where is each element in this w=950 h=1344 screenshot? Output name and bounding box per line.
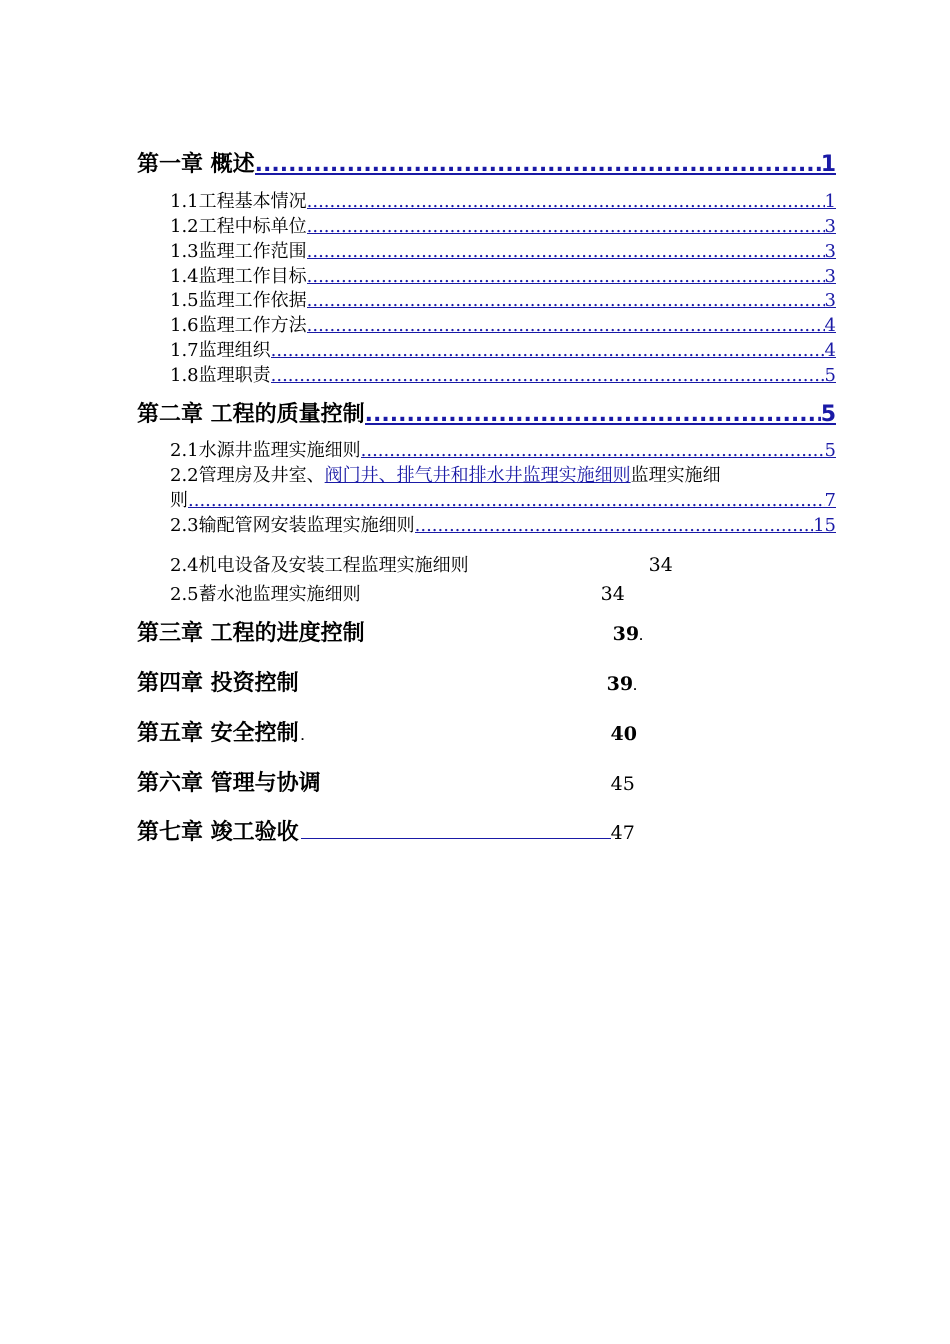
- dot-leader: [255, 152, 821, 177]
- toc-entry-label: 1.1工程基本情况: [170, 191, 307, 212]
- toc-entry-1-6[interactable]: [170, 311, 836, 337]
- toc-entry-label: 第四章 投资控制: [137, 671, 299, 696]
- toc-entry-label: 第一章 概述: [137, 152, 255, 177]
- toc-entry-link[interactable]: 阀门井、排气井和排水井监理实施细则: [324, 465, 631, 486]
- dot-leader: [307, 191, 825, 212]
- toc-entry-label: 第五章 安全控制: [137, 721, 299, 746]
- toc-entry-label: 1.8监理职责: [170, 365, 271, 386]
- toc-entry-label: 2.5蓄水池监理实施细则: [170, 584, 361, 605]
- dot-leader: [307, 315, 825, 336]
- page-number: 40: [610, 723, 637, 745]
- toc-entry-label: 1.5监理工作依据: [170, 290, 307, 311]
- dot-leader: [188, 490, 825, 511]
- dot-leader: [307, 241, 825, 262]
- trailing-dot: .: [300, 732, 305, 743]
- page-number: 1: [824, 191, 836, 212]
- toc-entry-2-2[interactable]: [170, 461, 836, 512]
- dot-leader: [301, 829, 611, 839]
- trailing-dot: .: [639, 632, 643, 643]
- page-number: 5: [820, 402, 836, 427]
- dot-leader: [375, 590, 601, 600]
- toc-entry-1-3[interactable]: [170, 237, 836, 263]
- toc-entry-chapter-1[interactable]: [137, 147, 836, 178]
- dot-leader: [271, 365, 825, 386]
- toc-entry-label: 1.4监理工作目标: [170, 266, 307, 287]
- toc-entry-label: 1.7监理组织: [170, 340, 271, 361]
- toc-entry-1-5[interactable]: [170, 286, 836, 312]
- toc-entry-label: 2.3输配管网安装监理实施细则: [170, 515, 415, 536]
- page-number: 3: [824, 290, 836, 311]
- dot-leader: [365, 402, 821, 427]
- toc-entry-chapter-2[interactable]: [137, 397, 836, 428]
- dot-leader: [361, 440, 825, 461]
- toc-entry-chapter-4[interactable]: [137, 666, 637, 697]
- toc-entry-chapter-3[interactable]: [137, 616, 643, 647]
- toc-entry-line: [170, 486, 836, 512]
- toc-entry-2-1[interactable]: [170, 436, 836, 462]
- page-number: 4: [824, 315, 836, 336]
- toc-entry-label: 第二章 工程的质量控制: [137, 402, 365, 427]
- toc-entry-label: 1.3监理工作范围: [170, 241, 307, 262]
- toc-entry-label: 1.2工程中标单位: [170, 216, 307, 237]
- toc-entry-2-5[interactable]: [170, 580, 625, 606]
- page-number: 5: [824, 365, 836, 386]
- toc-entry-label-cont: 则: [170, 490, 188, 511]
- page-number: 34: [600, 583, 625, 605]
- page-number: 3: [824, 241, 836, 262]
- page-number: 39: [606, 673, 634, 695]
- toc-entry-line: [170, 461, 836, 486]
- toc-entry-1-1[interactable]: [170, 187, 836, 213]
- page-number: 3: [824, 266, 836, 287]
- page-number: 7: [824, 490, 836, 511]
- page-number: 1: [820, 152, 836, 177]
- dot-leader: [415, 515, 813, 536]
- toc-entry-label-suffix: 监理实施细: [630, 465, 721, 486]
- page-number: 45: [610, 773, 635, 795]
- toc-entry-label: 第三章 工程的进度控制: [137, 621, 365, 646]
- toc-entry-1-2[interactable]: [170, 212, 836, 238]
- dot-leader: [307, 216, 825, 237]
- toc-entry-2-3[interactable]: [170, 511, 836, 537]
- dot-leader: [314, 730, 610, 740]
- toc-entry-chapter-6[interactable]: [137, 766, 635, 797]
- page-number: 4: [824, 340, 836, 361]
- trailing-dot: .: [633, 682, 637, 693]
- page-number: 39: [612, 623, 640, 645]
- dot-leader: [307, 266, 825, 287]
- dot-leader: [307, 290, 825, 311]
- dot-leader: [301, 680, 607, 690]
- dot-leader: [271, 340, 825, 361]
- toc-entry-1-8[interactable]: [170, 361, 836, 387]
- toc-entry-chapter-5[interactable]: [137, 716, 637, 747]
- toc-entry-label: 2.4机电设备及安装工程监理实施细则: [170, 555, 469, 576]
- page-number: 15: [813, 515, 836, 536]
- page-number: 5: [824, 440, 836, 461]
- page-number: 47: [610, 822, 635, 844]
- page-number: 3: [824, 216, 836, 237]
- toc-entry-label: 2.1水源井监理实施细则: [170, 440, 361, 461]
- dot-leader: [329, 780, 611, 790]
- toc-entry-1-4[interactable]: [170, 262, 836, 288]
- page-number: 34: [648, 554, 673, 576]
- dot-leader: [379, 630, 613, 640]
- toc-entry-2-4[interactable]: [170, 551, 673, 577]
- toc-entry-label: 1.6监理工作方法: [170, 315, 307, 336]
- toc-entry-label-prefix: 2.2管理房及井室、: [170, 465, 325, 486]
- toc-entry-label: 第七章 竣工验收: [137, 820, 299, 845]
- toc-entry-label: 第六章 管理与协调: [137, 771, 321, 796]
- dot-leader: [481, 561, 649, 571]
- toc-entry-1-7[interactable]: [170, 336, 836, 362]
- toc-entry-chapter-7[interactable]: [137, 815, 635, 846]
